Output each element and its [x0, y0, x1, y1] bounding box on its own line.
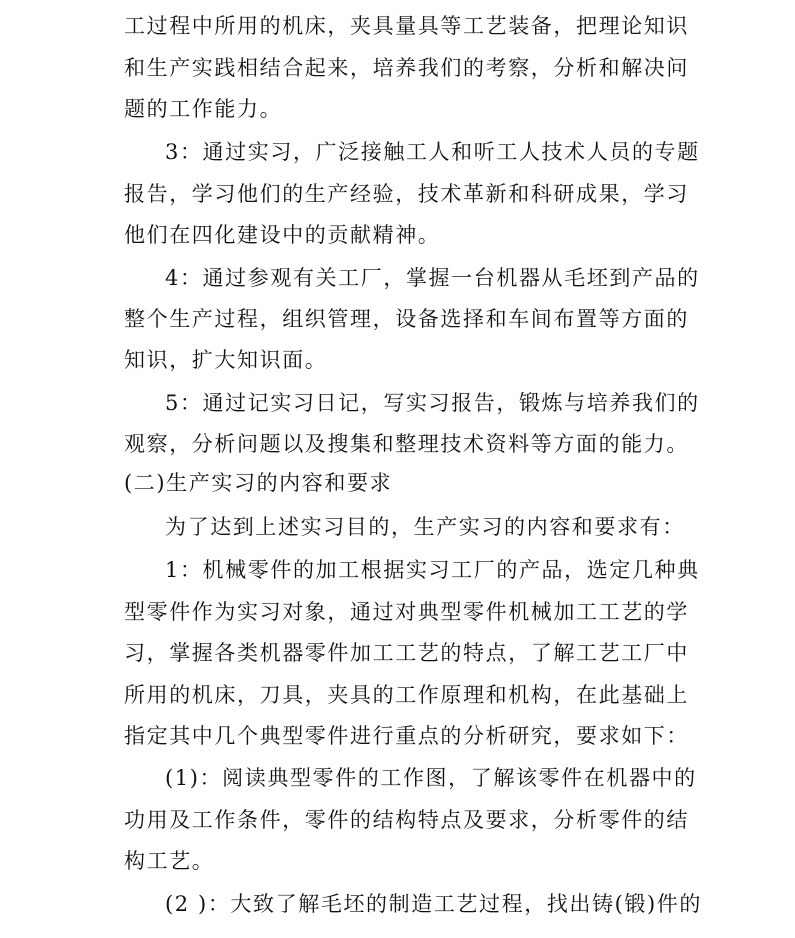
text-line: 工过程中所用的机床，夹具量具等工艺装备，把理论知识 [124, 14, 689, 38]
text-line: 知识，扩大知识面。 [124, 348, 328, 372]
text-line: 3：通过实习，广泛接触工人和听工人技术人员的专题 [165, 140, 700, 164]
text-line: 题的工作能力。 [124, 97, 283, 121]
section-heading: (二)生产实习的内容和要求 [124, 471, 393, 495]
text-line: 和生产实践相结合起来，培养我们的考察，分析和解决问 [124, 56, 689, 80]
text-line: 4：通过参观有关工厂，掌握一台机器从毛坯到产品的 [165, 266, 700, 290]
text-line: 型零件作为实习对象，通过对典型零件机械加工工艺的学 [124, 600, 689, 624]
text-line: 5：通过记实习日记，写实习报告，锻炼与培养我们的 [165, 391, 700, 415]
text-line: 为了达到上述实习目的，生产实习的内容和要求有： [165, 515, 685, 539]
text-line: (1)：阅读典型零件的工作图，了解该零件在机器中的 [165, 766, 697, 790]
text-line: 整个生产过程，组织管理，设备选择和车间布置等方面的 [124, 307, 689, 331]
text-line: (2 )：大致了解毛坯的制造工艺过程，找出铸(锻)件的 [165, 892, 703, 916]
text-line: 观察，分析问题以及搜集和整理技术资料等方面的能力。 [124, 432, 689, 456]
text-line: 构工艺。 [124, 849, 215, 873]
text-line: 报告，学习他们的生产经验，技术革新和科研成果，学习 [124, 182, 689, 206]
text-line: 习，掌握各类机器零件加工工艺的特点，了解工艺工厂中 [124, 641, 689, 665]
text-line: 功用及工作条件，零件的结构特点及要求，分析零件的结 [124, 808, 689, 832]
text-line: 所用的机床，刀具，夹具的工作原理和机构，在此基础上 [124, 683, 689, 707]
text-line: 指定其中几个典型零件进行重点的分析研究，要求如下： [124, 724, 689, 748]
text-line: 他们在四化建设中的贡献精神。 [124, 223, 441, 247]
text-line: 1：机械零件的加工根据实习工厂的产品，选定几种典 [165, 558, 700, 582]
